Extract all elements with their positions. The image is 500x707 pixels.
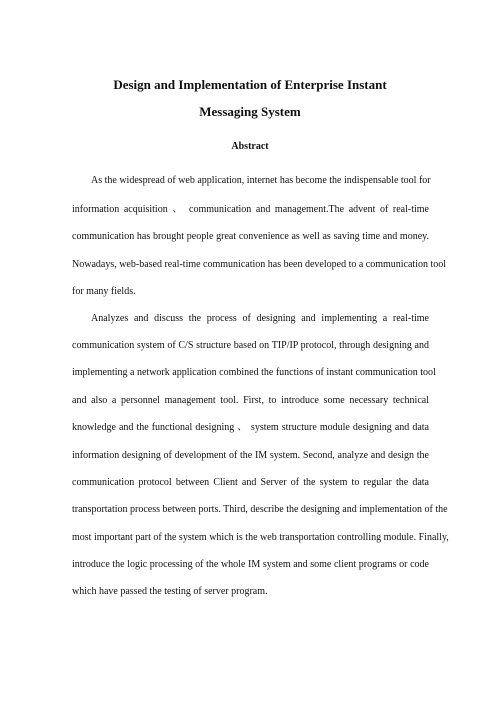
paragraph-2-line: communication protocol between Client and Server of the system to regular the data [72,477,429,488]
paragraph-2-line: transportation process between ports. Third, describe the designing and implementation of the [72,504,448,515]
paragraph-2-line: most important part of the system which is the web transportation controlling module. Finally, [72,532,449,543]
paragraph-2-line: Analyzes and discuss the process of designing and implementing a real-time [91,313,429,324]
paragraph-2-line: introduce the logic processing of the whole IM system and some client programs or code [72,559,429,570]
paragraph-1-line: for many fields. [72,286,136,297]
paragraph-2-line: and also a personnel management tool. First, to introduce some necessary technical [72,395,429,406]
paragraph-1-line: As the widespread of web application, internet has become the indispensable tool for [91,175,431,186]
paragraph-2-line: which have passed the testing of server program. [72,586,268,597]
paragraph-2-line: implementing a network application combined the functions of instant communication tool [72,367,436,378]
abstract-heading: Abstract [231,141,269,152]
document-title-line-1: Design and Implementation of Enterprise Instant [113,77,387,92]
paragraph-2-line: communication system of C/S structure based on TIP/IP protocol, through designing and [72,340,429,351]
paragraph-2-line: information designing of development of the IM system. Second, analyze and design the [72,450,429,461]
paragraph-1-line: information acquisition 、 communication and management.The advent of real-time [72,204,429,215]
paragraph-2-line: knowledge and the functional designing 、 system structure module designing and data [72,422,429,433]
paragraph-1-line: Nowadays, web-based real-time communication has been developed to a communication tool [72,259,447,270]
document-title-line-2: Messaging System [199,104,301,119]
paragraph-1-line: communication has brought people great convenience as well as saving time and money. [72,231,429,242]
